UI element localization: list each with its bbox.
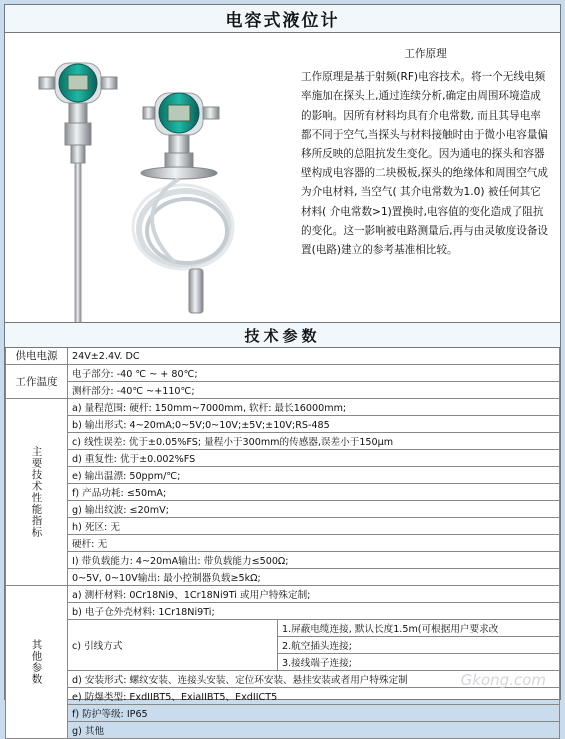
power-value: 24V±2.4V. DC — [68, 348, 560, 365]
table-row — [6, 705, 560, 722]
spec-deadzone: h) 死区: 无 — [68, 518, 560, 535]
principle-heading: 工作原理 — [404, 48, 447, 60]
spec-repeatability: d) 重复性: 优于±0.002%FS — [68, 450, 560, 467]
lead-option-terminal: 3.接线端子连接; — [278, 654, 560, 671]
spec-rigid-rod: 硬杆: 无 — [68, 535, 560, 552]
table-row — [6, 501, 560, 518]
table-row — [6, 467, 560, 484]
table-row — [6, 569, 560, 586]
specs-title: 技术参数 — [5, 323, 560, 348]
table-row — [6, 552, 560, 569]
lead-option-aviation-plug: 2.航空插头连接; — [278, 637, 560, 654]
principle-body: 工作原理是基于射频(RF)电容技术。将一个无线电频率施加在探头上,通过连续分析,确定由周围环境造成的影响。因所有材料均具有介电常数, 而且其导电率都不同于空气,当探头与材料接触时由于微小电容量偏移所反映的总阻抗发生变化。因为通电的探头和容器壁构成电容器的二块极板,探头的绝缘体和周围空气成为介电材料, 当空气( 其介电常数为1.0) 被任何其它材料( 介电常数>1)置换时,电容值的变化造成了阻抗的变化。这一影响被电路测量后,再与由灵敏度设备设置(电路)建立的参考基准相比较。 — [301, 71, 549, 257]
table-row — [6, 399, 560, 416]
intro-section — [5, 33, 560, 323]
table-row — [6, 535, 560, 552]
capacitive-level-sensor-image — [5, 33, 295, 322]
spec-load-current: I) 带负载能力: 4~20mA输出: 带负载能力≤500Ω; — [68, 552, 560, 569]
param-other: g) 其他 — [68, 722, 560, 739]
table-row — [6, 433, 560, 450]
power-label: 供电电源 — [6, 348, 68, 365]
spec-output: b) 输出形式: 4~20mA;0~5V;0~10V;±5V;±10V;RS-485 — [68, 416, 560, 433]
param-explosion-proof: e) 防爆类型: ExdIIBT5、ExiaIIBT5、ExdIICT5 — [68, 688, 560, 705]
spec-load-voltage: 0~5V, 0~10V输出: 最小控制器负载≥5kΩ; — [68, 569, 560, 586]
spec-drift: e) 输出温漂: 50ppm/℃; — [68, 467, 560, 484]
main-specs-label: 主要技术性能指标 — [6, 399, 68, 586]
table-row — [6, 620, 560, 637]
param-lead-label: c) 引线方式 — [68, 620, 278, 671]
table-row — [6, 518, 560, 535]
temperature-label: 工作温度 — [6, 365, 68, 399]
table-row — [6, 603, 560, 620]
param-rod-material: a) 测杆材料: 0Cr18Ni9、1Cr18Ni9Ti 或用户特殊定制; — [68, 586, 560, 603]
watermark: Gkong.com — [460, 671, 546, 689]
table-row — [6, 348, 560, 365]
cable-sensor — [133, 93, 233, 313]
table-row — [6, 382, 560, 399]
table-row — [6, 586, 560, 603]
temperature-rod: 测杆部分: -40℃ ~+110℃; — [68, 382, 560, 399]
rigid-rod-sensor — [39, 63, 117, 322]
spec-ripple: g) 输出纹波: ≤20mV; — [68, 501, 560, 518]
param-protection: f) 防护等级: IP65 — [68, 705, 560, 722]
table-row — [6, 416, 560, 433]
param-housing-material: b) 电子仓外壳材料: 1Cr18Ni9Ti; — [68, 603, 560, 620]
datasheet — [4, 4, 561, 737]
spec-linearity: c) 线性误差: 优于±0.05%FS; 量程小于300mm的传感器,误差小于150μm — [68, 433, 560, 450]
table-row — [6, 722, 560, 739]
lead-option-cable: 1.屏蔽电缆连接, 默认长度1.5m(可根据用户要求改 — [278, 620, 560, 637]
other-params-label: 其他参数 — [6, 586, 68, 739]
spec-power: f) 产品功耗: ≤50mA; — [68, 484, 560, 501]
table-row — [6, 484, 560, 501]
temperature-electronics: 电子部分: -40 ℃ ~ + 80℃; — [68, 365, 560, 382]
product-photo — [5, 33, 295, 322]
page-title: 电容式液位计 — [5, 5, 560, 33]
table-row — [6, 365, 560, 382]
param-installation: d) 安装形式: 螺纹安装、连接头安装、定位环安装、悬挂安装或者用户特殊定制 — [68, 671, 560, 688]
table-row — [6, 450, 560, 467]
working-principle — [295, 33, 560, 322]
spec-range: a) 量程范围: 硬杆: 150mm~7000mm, 软杆: 最长16000mm; — [68, 399, 560, 416]
